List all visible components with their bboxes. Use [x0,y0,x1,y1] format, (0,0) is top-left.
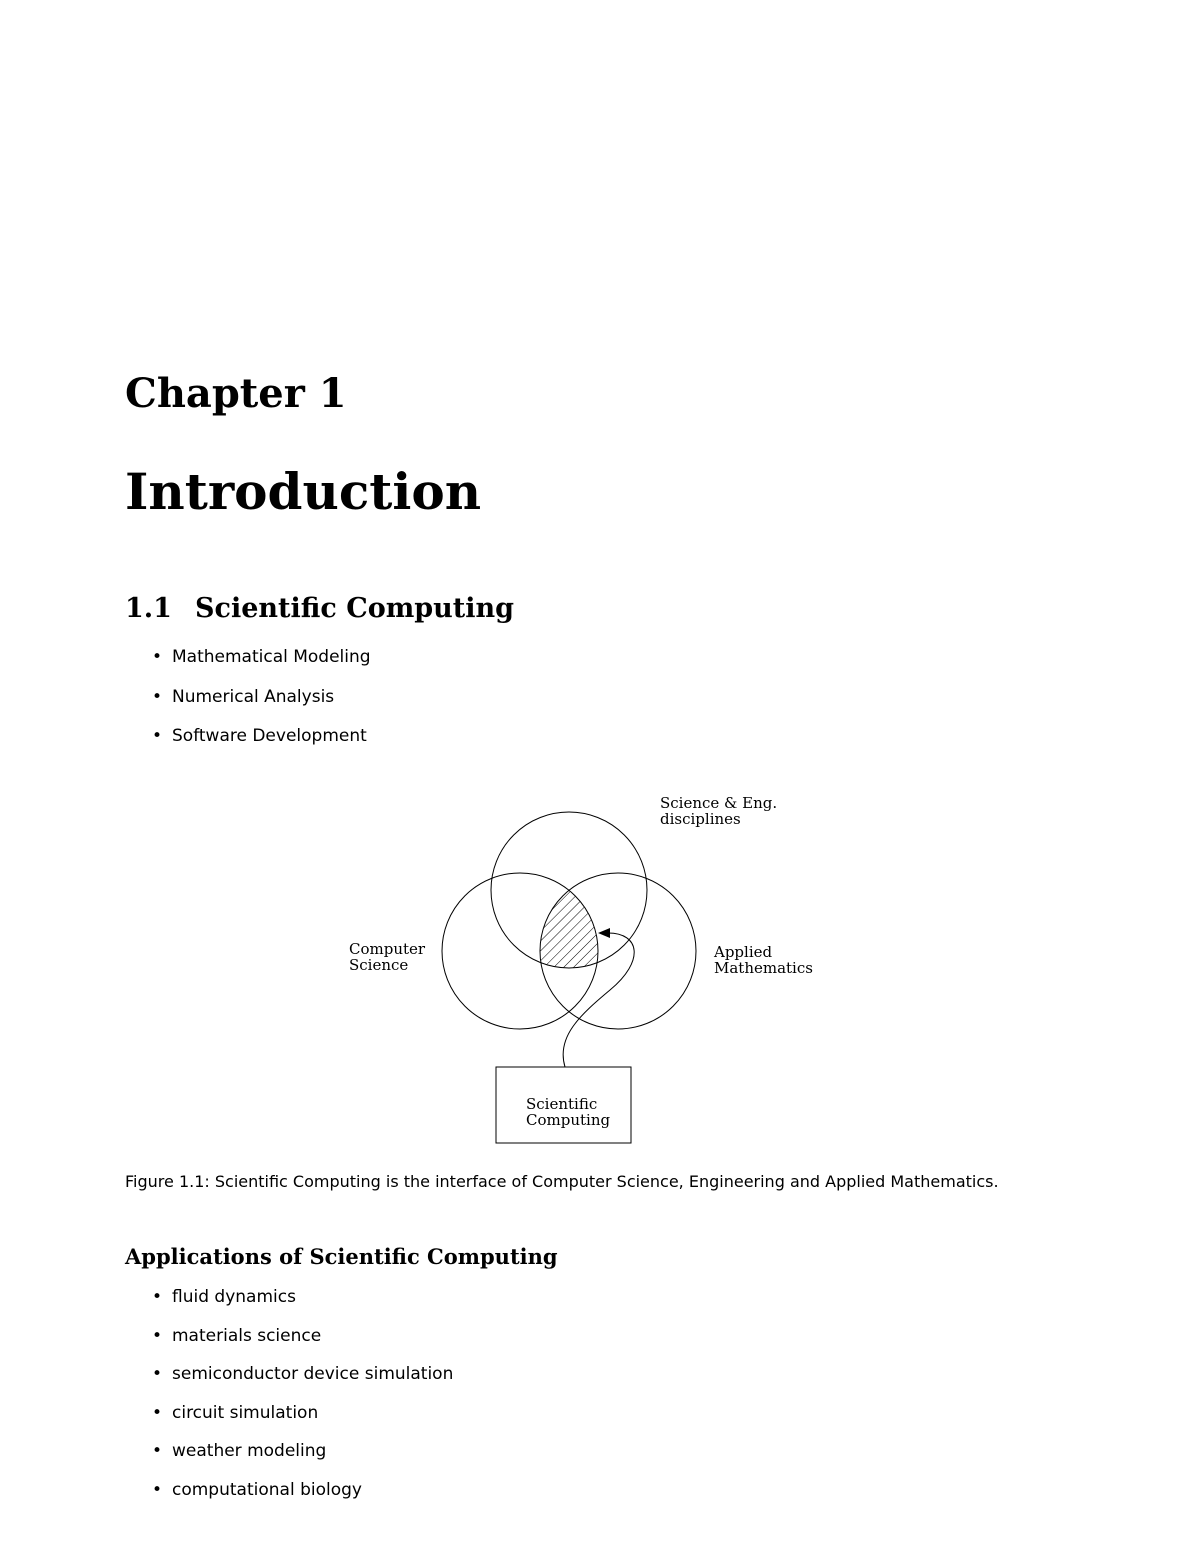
section-heading [125,593,514,625]
list-item: • computational biology [152,1478,453,1502]
chapter-title: Introduction [125,462,482,521]
list-item: • Mathematical Modeling [152,645,371,669]
label-computer-science: Computer Science [349,940,426,974]
applications-bullet-list [152,1285,453,1516]
arrowhead-icon [598,928,610,938]
venn-figure [330,775,850,1155]
list-item: • circuit simulation [152,1401,453,1425]
label-scientific-computing: Scientific Computing [526,1095,611,1129]
section-number: 1.1 [125,593,172,624]
section-bullet-list [152,645,371,764]
list-item: • Numerical Analysis [152,685,371,709]
figure-caption: Figure 1.1: Scientific Computing is the interface of Computer Science, Engineering and Applied Mathematics. [125,1172,999,1191]
list-item: • semiconductor device simulation [152,1362,453,1386]
applications-heading: Applications of Scientific Computing [125,1244,558,1269]
list-item: • fluid dynamics [152,1285,453,1309]
list-item: • weather modeling [152,1439,453,1463]
label-applied-math: Applied Mathematics [714,943,813,977]
chapter-label: Chapter 1 [125,370,347,417]
label-science-eng: Science & Eng. disciplines [660,794,778,828]
list-item: • materials science [152,1324,453,1348]
section-title: Scientific Computing [195,593,515,624]
list-item: • Software Development [152,724,371,748]
